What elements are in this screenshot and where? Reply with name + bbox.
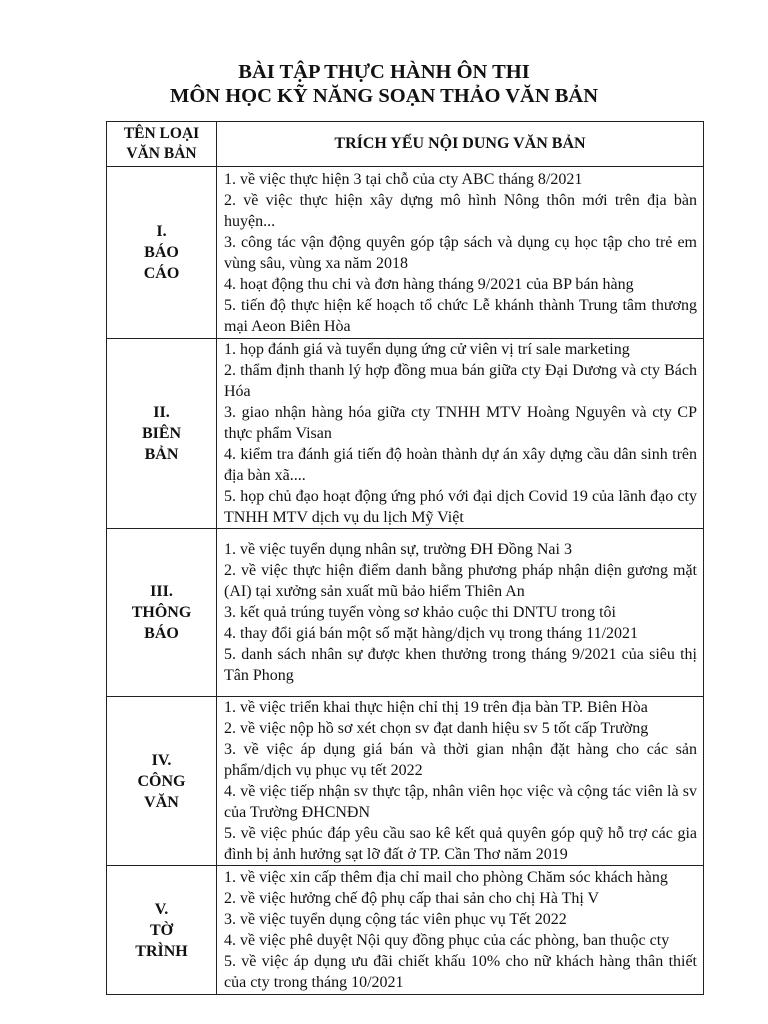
list-item: 3. về việc áp dụng giá bán và thời gian nhận đặt hàng cho các sản phẩm/dịch vụ phục vụ tết 2022 (224, 741, 697, 779)
category-label-line1: BÁO (144, 244, 179, 261)
document-title-line2: MÔN HỌC KỸ NĂNG SOẠN THẢO VĂN BẢN (169, 85, 599, 107)
header-document-type-line2: VĂN BẢN (126, 145, 197, 162)
category-label-line1: TỜ (149, 921, 174, 939)
list-item: 1. về việc xin cấp thêm địa chỉ mail cho phòng Chăm sóc khách hàng (224, 869, 668, 886)
list-item: 2. về việc nộp hồ sơ xét chọn sv đạt danh hiệu sv 5 tốt cấp Trường (224, 720, 649, 737)
table-row (107, 167, 704, 339)
category-number: IV. (151, 751, 172, 769)
list-item: 5. về việc phúc đáp yêu cầu sao kê kết quả quyên góp quỹ hỗ trợ các gia đình bị ảnh hưởng sạt lỡ đất ở TP. Cần Thơ năm 2019 (224, 825, 697, 863)
table-row (107, 339, 704, 529)
category-label-line2: VĂN (144, 793, 179, 811)
list-item: 2. về việc hưởng chế độ phụ cấp thai sản cho chị Hà Thị V (224, 890, 600, 907)
items-cell (217, 167, 704, 339)
table-row (107, 866, 704, 995)
category-cell (107, 339, 217, 529)
list-item: 1. về việc triển khai thực hiện chỉ thị 19 trên địa bàn TP. Biên Hòa (224, 699, 648, 716)
category-number: V. (154, 900, 169, 918)
items-cell (217, 529, 704, 697)
document-table (106, 121, 704, 995)
items-cell (217, 697, 704, 866)
category-cell (107, 866, 217, 995)
category-number: II. (153, 404, 170, 421)
category-label-line2: CÁO (143, 265, 180, 282)
header-content-summary: TRÍCH YẾU NỘI DUNG VĂN BẢN (217, 122, 704, 167)
list-item: 2. thẩm định thanh lý hợp đồng mua bán giữa cty Đại Dương và cty Bách Hóa (224, 362, 697, 400)
list-item: 5. họp chủ đạo hoạt động ứng phó với đại dịch Covid 19 của lãnh đạo cty TNHH MTV dịch vụ du lịch Mỹ Việt (224, 488, 697, 526)
list-item: 1. họp đánh giá và tuyển dụng ứng cử viên vị trí sale marketing (224, 341, 630, 358)
items-cell (217, 339, 704, 529)
category-label-line1: BIÊN (141, 425, 182, 442)
header-document-type-line1: TÊN LOẠI (123, 125, 200, 142)
list-item: 1. về việc tuyển dụng nhân sự, trường ĐH Đồng Nai 3 (224, 541, 572, 558)
list-item: 2. về việc thực hiện xây dựng mô hình Nông thôn mới trên địa bàn huyện... (224, 191, 697, 230)
list-item: 5. tiến độ thực hiện kế hoạch tổ chức Lễ khánh thành Trung tâm thương mại Aeon Biên Hòa (224, 296, 697, 335)
list-item: 4. thay đổi giá bán một số mặt hàng/dịch vụ trong tháng 11/2021 (224, 625, 639, 642)
category-cell (107, 697, 217, 866)
table-row (107, 697, 704, 866)
table-header-row (107, 122, 704, 167)
list-item: 5. về việc áp dụng ưu đãi chiết khấu 10% cho nữ khách hàng thân thiết của cty trong tháng 10/2021 (224, 953, 697, 991)
list-item: 3. kết quả trúng tuyển vòng sơ khảo cuộc thi DNTU trong tôi (224, 604, 616, 621)
document-title-line1: BÀI TẬP THỰC HÀNH ÔN THI (238, 61, 530, 83)
category-label-line1: CÔNG (137, 772, 186, 790)
list-item: 5. danh sách nhân sự được khen thưởng trong tháng 9/2021 của siêu thị Tân Phong (224, 646, 697, 684)
items-cell (217, 866, 704, 995)
list-item: 3. về việc tuyển dụng cộng tác viên phục vụ Tết 2022 (224, 911, 567, 928)
list-item: 3. giao nhận hàng hóa giữa cty TNHH MTV Hoàng Nguyên và cty CP thực phẩm Visan (224, 404, 697, 442)
list-item: 1. về việc thực hiện 3 tại chỗ của cty ABC tháng 8/2021 (224, 170, 583, 188)
list-item: 3. công tác vận động quyên góp tập sách và dụng cụ học tập cho trẻ em vùng sâu, vùng xa năm 2018 (224, 233, 697, 272)
category-label-line2: BẢN (144, 446, 179, 463)
list-item: 4. về việc tiếp nhận sv thực tập, nhân viên học việc và cộng tác viên là sv của Trường ĐHCNĐN (224, 783, 697, 821)
category-label-line2: BÁO (144, 625, 179, 642)
list-item: 4. kiểm tra đánh giá tiến độ hoàn thành dự án xây dựng cầu dân sinh trên địa bàn xã.... (224, 446, 697, 484)
category-cell (107, 529, 217, 697)
category-number: I. (156, 223, 167, 240)
category-cell (107, 167, 217, 339)
list-item: 4. về việc phê duyệt Nội quy đồng phục của các phòng, ban thuộc cty (224, 932, 670, 949)
header-document-type (107, 122, 217, 167)
list-item: 2. về việc thực hiện điểm danh bằng phương pháp nhận diện gương mặt (AI) tại xưởng sản xuất mũ bảo hiểm Thiên An (224, 562, 697, 600)
table-row (107, 529, 704, 697)
category-number: III. (150, 583, 173, 600)
category-label-line1: THÔNG (131, 604, 192, 621)
category-label-line2: TRÌNH (135, 942, 188, 960)
list-item: 4. hoạt động thu chi và đơn hàng tháng 9/2021 của BP bán hàng (224, 275, 634, 293)
